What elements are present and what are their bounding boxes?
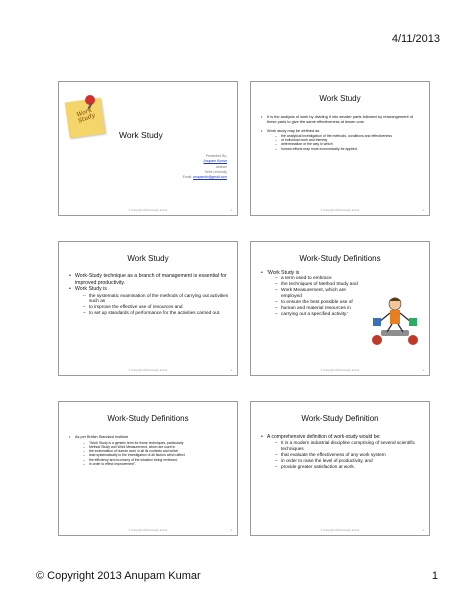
list-item: • Work study may be defined as – the analytical investigation of the methods, conditions and effectiveness – of individual work and thereby – determination of the way in which – human efforts may most economically be applied. — [261, 129, 421, 151]
slide-footer: © Copyright 2013 Anupam Kumar — [320, 209, 360, 212]
slide-footer: © Copyright 2013 Anupam Kumar — [320, 529, 360, 532]
list-item: – "Work Study is a generic term for those techniques, particularly — [83, 441, 229, 445]
list-item: – human and material resources in — [275, 306, 367, 312]
slide-3[interactable] — [58, 241, 238, 376]
presenter-name-link[interactable]: Anupam Kumar — [203, 159, 227, 164]
presenter-org: Delhi Univesity — [204, 169, 227, 174]
list-item: – the examination of human work in all its contexts and which — [83, 449, 229, 453]
list-item: – in order to raise the level of productivity, and — [275, 458, 421, 464]
slide-4[interactable] — [250, 241, 430, 376]
presenter-block — [183, 154, 227, 180]
slide-number: 5 — [230, 529, 232, 532]
list-item: – a term used to embrace — [275, 276, 367, 282]
list-item: – of individual work and thereby — [275, 138, 421, 142]
list-item: • Work Study is – the systematic examination of the methods of carrying out activities such as – to improve the effective use of resources and – to set up standards of performance for the activities carried out. — [69, 286, 229, 316]
slide-title: Work Study — [319, 94, 361, 103]
presenter-label: Presented By: — [205, 154, 227, 158]
slide-number: 2 — [422, 209, 424, 212]
list-item: – lead systematically to the investigation of all factors which affect — [83, 453, 229, 457]
slide-footer: © Copyright 2013 Anupam Kumar — [128, 209, 168, 212]
list-item: • It is the analysis of work by dividing it into smaller parts followed by rearrangement of these parts to give the same effectiveness at lesser cost. — [261, 115, 421, 125]
slide-title: Work-Study Definitions — [299, 254, 381, 263]
list-item: • As per British Standard Institute – "Work Study is a generic term for those techniques, particularly – Method Study and Work Measurement, which are used in – the examination of human work in all its contexts and which – lead systematically to the investigation of all factors which affect – the efficiency and economy of the situation being reviewed, – in order to effect improvement". — [69, 435, 229, 466]
slide-title: Work-Study Definition — [301, 414, 379, 423]
slide-number: 3 — [230, 369, 232, 372]
list-item: – the efficiency and economy of the situation being reviewed, — [83, 458, 229, 462]
slide-title: Work Study — [119, 130, 163, 140]
email-label: Email: — [182, 175, 193, 180]
list-item: – carrying out a specified activity.' — [275, 312, 367, 318]
list-item: – the techniques of Method Study and — [275, 282, 367, 288]
bullet-list — [261, 270, 367, 318]
presenter-role: Adviser — [215, 164, 227, 169]
page-number: 1 — [431, 570, 438, 582]
slide-number: 1 — [230, 209, 232, 212]
sticky-note-image — [65, 98, 106, 139]
presenter-email-line — [183, 175, 227, 180]
page-copyright: © Copyright 2013 Anupam Kumar — [36, 570, 201, 582]
list-item: – to set up standards of performance for the activities carried out. — [83, 310, 229, 316]
list-item: – to improve the effective use of resources and — [83, 304, 229, 310]
list-item: – determination of the way in which — [275, 142, 421, 146]
slide-6[interactable] — [250, 401, 430, 536]
list-item: • Work-Study technique as a branch of management is essential for improved productivity. — [69, 273, 229, 286]
list-item: • A comprehensive definition of work-study would be: – It is a modern industrial discipline comprising of several scientific techniques – that evaluate the effectiveness of any work system – in order to raise the level of productivity, and – provide greater satisfaction at work. — [261, 434, 421, 470]
slide-footer: © Copyright 2013 Anupam Kumar — [128, 529, 168, 532]
slide-footer: © Copyright 2013 Anupam Kumar — [128, 369, 168, 372]
list-item: – that evaluate the effectiveness of any work system — [275, 452, 421, 458]
list-item: – provide greater satisfaction at work. — [275, 464, 421, 470]
list-item: – to ensure the best possible use of — [275, 300, 367, 306]
sticky-note-text: Work Study — [75, 106, 97, 126]
list-item: – Method Study and Work Measurement, which are used in — [83, 445, 229, 449]
bullet-list — [261, 115, 421, 151]
list-item: – the systematic examination of the methods of carrying out activities such as — [83, 293, 229, 305]
slide-footer: © Copyright 2013 Anupam Kumar — [320, 369, 360, 372]
worker-cartoon-image — [365, 292, 425, 347]
presenter-email-link[interactable]: anupamkr@gmail.com — [193, 175, 227, 180]
slide-1[interactable] — [58, 81, 238, 216]
bullet-list — [69, 273, 229, 316]
slide-number: 4 — [422, 369, 424, 372]
bullet-list — [69, 435, 229, 466]
slide-title: Work Study — [127, 254, 169, 263]
list-item: – human efforts may most economically be applied. — [275, 147, 421, 151]
slide-2[interactable] — [250, 81, 430, 216]
list-item: • 'Work Study is – a term used to embrace – the techniques of Method Study and – Work Measurement, which are employed – to ensure the best possible use of – human and material resources in – carrying out a specified activity.' — [261, 270, 367, 318]
list-item: – the analytical investigation of the methods, conditions and effectiveness — [275, 134, 421, 138]
list-item: – It is a modern industrial discipline comprising of several scientific techniques — [275, 440, 421, 452]
slide-5[interactable] — [58, 401, 238, 536]
bullet-list — [261, 434, 421, 470]
slide-number: 6 — [422, 529, 424, 532]
list-item: – in order to effect improvement". — [83, 462, 229, 466]
list-item: – Work Measurement, which are employed — [275, 288, 367, 300]
date-header: 4/11/2013 — [391, 33, 440, 45]
slide-title: Work-Study Definitions — [107, 414, 189, 423]
